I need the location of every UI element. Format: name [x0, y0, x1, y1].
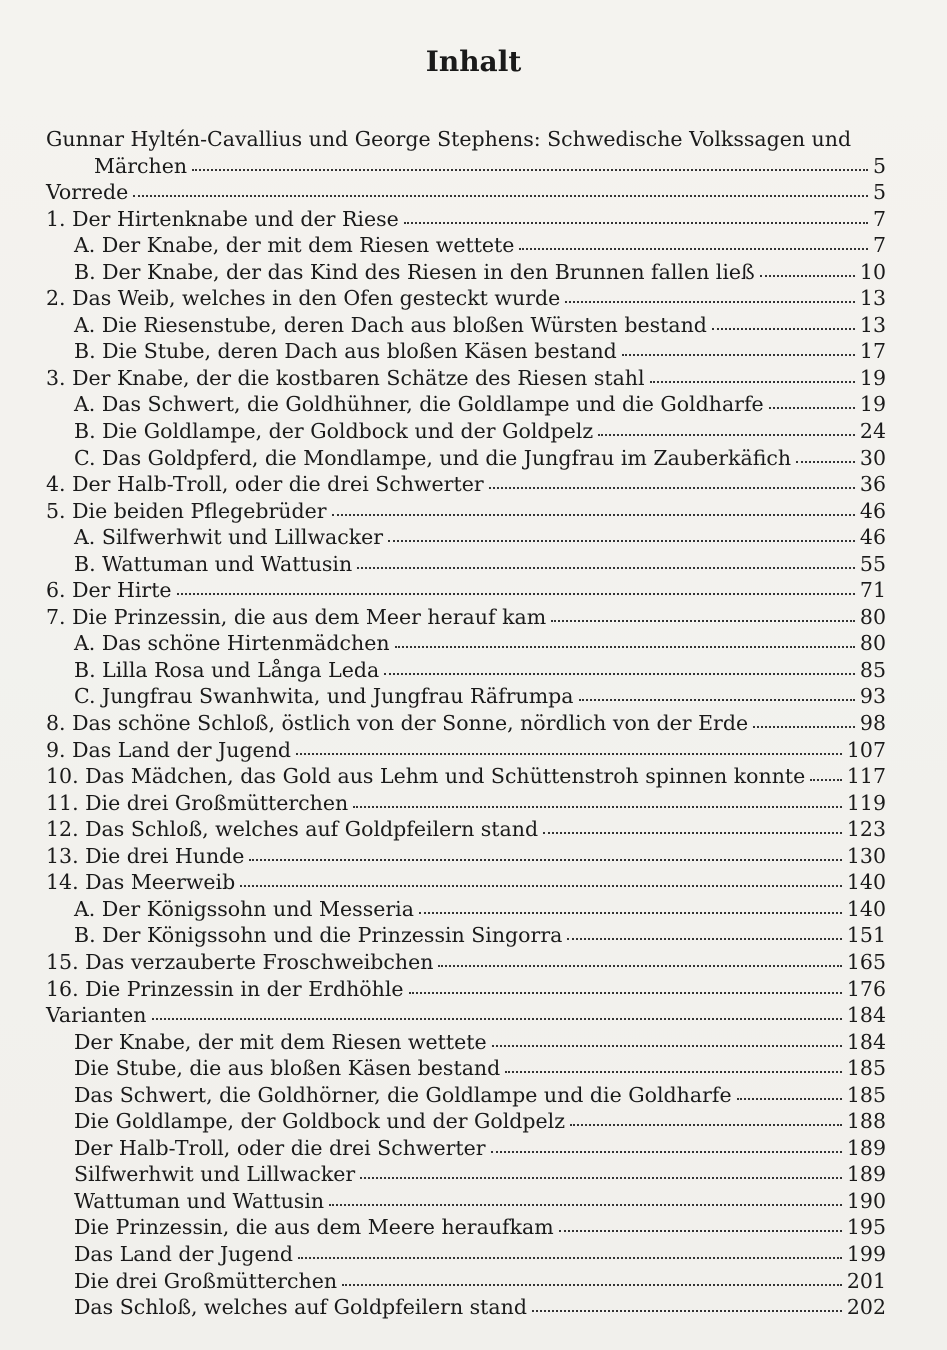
toc-entry-title: Der Halb-Troll, oder die drei Schwerter	[74, 1135, 486, 1160]
dot-leader	[519, 242, 868, 250]
toc-page-number: 130	[846, 843, 886, 868]
toc-page-number: 201	[846, 1268, 886, 1293]
dot-leader	[810, 773, 842, 781]
toc-entry-title: 4. Der Halb-Troll, oder die drei Schwerter	[46, 472, 484, 497]
toc-page-number: 13	[859, 312, 886, 337]
dot-leader	[565, 295, 855, 303]
toc-entry	[46, 418, 886, 445]
toc-page-number: 24	[859, 419, 886, 444]
toc-entry	[46, 1294, 886, 1321]
dot-leader	[438, 959, 841, 967]
dot-leader	[492, 1039, 842, 1047]
dot-leader	[559, 1224, 842, 1232]
toc-page-number: 46	[859, 525, 886, 550]
toc-entry	[46, 1082, 886, 1109]
toc-page-number: 36	[859, 472, 886, 497]
toc-entry	[46, 259, 886, 286]
toc-page-number: 13	[859, 286, 886, 311]
toc-entry-title: Märchen	[94, 153, 188, 178]
dot-leader	[357, 561, 855, 569]
toc-entry-title: Der Knabe, der mit dem Riesen wettete	[74, 1029, 487, 1054]
dot-leader	[240, 879, 842, 887]
dot-leader	[769, 401, 855, 409]
toc-entry-title: Silfwerhwit und Lillwacker	[74, 1162, 356, 1187]
toc-entry	[46, 471, 886, 498]
toc-entry-title: Das Schloß, welches auf Goldpfeilern stand	[74, 1295, 527, 1320]
toc-entry	[46, 737, 886, 764]
dot-leader	[543, 826, 842, 834]
dot-leader	[388, 534, 855, 542]
toc-page-number: 5	[872, 180, 886, 205]
toc-entry-title: C. Das Goldpferd, die Mondlampe, und die Jungfrau im Zauberkäfich	[74, 445, 792, 470]
dot-leader	[796, 455, 855, 463]
toc-entry	[46, 206, 886, 233]
toc-entry-title: 10. Das Mädchen, das Gold aus Lehm und Schüttenstroh spinnen konnte	[46, 764, 806, 789]
toc-entry	[46, 1055, 886, 1082]
table-of-contents	[46, 126, 886, 1321]
toc-page-number: 30	[859, 445, 886, 470]
toc-entry	[46, 232, 886, 259]
toc-entry-title: B. Der Königssohn und die Prinzessin Singorra	[74, 923, 563, 948]
toc-entry	[46, 949, 886, 976]
toc-entry	[46, 1108, 886, 1135]
toc-entry	[46, 976, 886, 1003]
toc-entry-title: Die Prinzessin, die aus dem Meere heraufkam	[74, 1215, 554, 1240]
toc-page-number: 123	[846, 817, 886, 842]
toc-page-number: 189	[846, 1135, 886, 1160]
toc-page-number: 184	[846, 1003, 886, 1028]
dot-leader	[133, 189, 868, 197]
dot-leader	[579, 693, 855, 701]
toc-page-number: 119	[846, 790, 886, 815]
dot-leader	[567, 932, 842, 940]
dot-leader	[298, 1251, 842, 1259]
dot-leader	[650, 375, 855, 383]
dot-leader	[177, 587, 855, 595]
toc-entry-title: B. Lilla Rosa und Långa Leda	[74, 657, 380, 682]
toc-entry	[46, 179, 886, 206]
dot-leader	[404, 216, 868, 224]
toc-page-number: 46	[859, 498, 886, 523]
toc-entry-title: 9. Das Land der Jugend	[46, 737, 292, 762]
toc-entry-title: 1. Der Hirtenknabe und der Riese	[46, 206, 399, 231]
dot-leader	[409, 986, 842, 994]
toc-entry	[46, 524, 886, 551]
toc-entry	[46, 391, 886, 418]
toc-entry	[46, 683, 886, 710]
dot-leader	[712, 322, 855, 330]
toc-entry	[46, 604, 886, 631]
dot-leader	[737, 1092, 842, 1100]
toc-page-number: 93	[859, 684, 886, 709]
dot-leader	[332, 508, 855, 516]
toc-page-number: 7	[872, 206, 886, 231]
toc-entry	[46, 1268, 886, 1295]
toc-entry	[46, 498, 886, 525]
toc-entry	[46, 285, 886, 312]
toc-page-number: 19	[859, 365, 886, 390]
toc-entry	[46, 710, 886, 737]
dot-leader	[329, 1198, 842, 1206]
toc-entry-title: A. Der Knabe, der mit dem Riesen wettete	[74, 233, 515, 258]
toc-entry-title: Die Stube, die aus bloßen Käsen bestand	[74, 1056, 501, 1081]
toc-entry-title: Die Goldlampe, der Goldbock und der Goldpelz	[74, 1109, 566, 1134]
toc-page-number: 7	[872, 233, 886, 258]
toc-entry-title: 16. Die Prinzessin in der Erdhöhle	[46, 976, 404, 1001]
toc-entry	[46, 445, 886, 472]
toc-entry	[46, 630, 886, 657]
toc-entry-title: Varianten	[46, 1003, 147, 1028]
toc-entry-title: C. Jungfrau Swanhwita, und Jungfrau Räfrumpa	[74, 684, 574, 709]
dot-leader	[360, 1171, 842, 1179]
toc-entry	[46, 1214, 886, 1241]
toc-entry	[46, 365, 886, 392]
toc-page-number: 185	[846, 1082, 886, 1107]
toc-head-entry-line2	[46, 153, 886, 180]
dot-leader	[296, 747, 842, 755]
toc-entry-title: Wattuman und Wattusin	[74, 1188, 325, 1213]
toc-page-number: 80	[859, 604, 886, 629]
toc-entry	[46, 790, 886, 817]
toc-entry-title: Vorrede	[46, 180, 129, 205]
dot-leader	[491, 1145, 842, 1153]
toc-page-number: 184	[846, 1029, 886, 1054]
toc-entry-title: A. Der Königssohn und Messeria	[74, 896, 414, 921]
toc-page-number: 5	[872, 153, 886, 178]
toc-entry-title: B. Wattuman und Wattusin	[74, 551, 353, 576]
toc-entry-title: 14. Das Meerweib	[46, 870, 236, 895]
toc-entry	[46, 922, 886, 949]
toc-entry	[46, 1135, 886, 1162]
toc-entry-title: 5. Die beiden Pflegebrüder	[46, 498, 327, 523]
toc-entry	[46, 1029, 886, 1056]
toc-entry-title: B. Der Knabe, der das Kind des Riesen in den Brunnen fallen ließ	[74, 259, 755, 284]
dot-leader	[532, 1304, 842, 1312]
toc-page-number: 98	[859, 711, 886, 736]
toc-page-number: 17	[859, 339, 886, 364]
toc-entry-title: 3. Der Knabe, der die kostbaren Schätze des Riesen stahl	[46, 365, 645, 390]
toc-entry	[46, 1161, 886, 1188]
toc-entry	[46, 1188, 886, 1215]
toc-page-number: 176	[846, 976, 886, 1001]
toc-page-number: 107	[846, 737, 886, 762]
toc-entry-title: A. Das Schwert, die Goldhühner, die Goldlampe und die Goldharfe	[74, 392, 764, 417]
toc-page-number: 10	[859, 259, 886, 284]
toc-entry-title: 11. Die drei Großmütterchen	[46, 790, 349, 815]
toc-entry-title: 8. Das schöne Schloß, östlich von der Sonne, nördlich von der Erde	[46, 711, 749, 736]
toc-entry-title: 15. Das verzauberte Froschweibchen	[46, 949, 434, 974]
toc-head-entry-line1: Gunnar Hyltén-Cavallius und George Stephens: Schwedische Volkssagen und	[46, 127, 852, 151]
toc-page-number: 71	[859, 578, 886, 603]
toc-entry	[46, 816, 886, 843]
toc-entry-title: 13. Die drei Hunde	[46, 843, 245, 868]
toc-page-number: 195	[846, 1215, 886, 1240]
toc-page-number: 85	[859, 657, 886, 682]
dot-leader	[342, 1278, 842, 1286]
toc-page-number: 202	[846, 1295, 886, 1320]
dot-leader	[384, 667, 855, 675]
toc-entry-title: A. Das schöne Hirtenmädchen	[74, 631, 390, 656]
toc-entry	[46, 763, 886, 790]
toc-entry-title: Die drei Großmütterchen	[74, 1268, 338, 1293]
dot-leader	[570, 1118, 842, 1126]
dot-leader	[353, 800, 842, 808]
dot-leader	[622, 348, 855, 356]
toc-page-number: 19	[859, 392, 886, 417]
toc-entry-title: 6. Der Hirte	[46, 578, 172, 603]
toc-entry	[46, 338, 886, 365]
dot-leader	[489, 481, 855, 489]
dot-leader	[551, 614, 855, 622]
toc-entry-title: 12. Das Schloß, welches auf Goldpfeilern stand	[46, 817, 539, 842]
toc-page-number: 55	[859, 551, 886, 576]
dot-leader	[753, 720, 855, 728]
toc-entry-title: 2. Das Weib, welches in den Ofen gesteckt wurde	[46, 286, 561, 311]
dot-leader	[395, 640, 855, 648]
toc-entry	[46, 551, 886, 578]
toc-entry-title: A. Die Riesenstube, deren Dach aus bloßen Würsten bestand	[74, 312, 707, 337]
toc-entry-title: A. Silfwerhwit und Lillwacker	[74, 525, 384, 550]
toc-page-number: 140	[846, 896, 886, 921]
dot-leader	[598, 428, 855, 436]
dot-leader	[419, 906, 842, 914]
toc-entry	[46, 312, 886, 339]
toc-page-number: 117	[846, 764, 886, 789]
toc-entry	[46, 843, 886, 870]
toc-page-number: 185	[846, 1056, 886, 1081]
toc-entry-title: 7. Die Prinzessin, die aus dem Meer herauf kam	[46, 604, 547, 629]
toc-page-number: 190	[846, 1188, 886, 1213]
toc-entry	[46, 869, 886, 896]
dot-leader	[192, 163, 868, 171]
toc-page-number: 151	[846, 923, 886, 948]
toc-page-number: 80	[859, 631, 886, 656]
toc-entry-title: B. Die Stube, deren Dach aus bloßen Käsen bestand	[74, 339, 617, 364]
toc-entry-title: Das Schwert, die Goldhörner, die Goldlampe und die Goldharfe	[74, 1082, 732, 1107]
dot-leader	[760, 269, 855, 277]
toc-entry-title: Das Land der Jugend	[74, 1241, 293, 1266]
dot-leader	[152, 1012, 842, 1020]
toc-page-number: 165	[846, 949, 886, 974]
toc-entry	[46, 577, 886, 604]
dot-leader	[505, 1065, 842, 1073]
toc-entry	[46, 1241, 886, 1268]
page-title: Inhalt	[425, 45, 522, 78]
toc-page-number: 188	[846, 1109, 886, 1134]
toc-entry	[46, 896, 886, 923]
toc-page-number: 140	[846, 870, 886, 895]
toc-page-number: 189	[846, 1162, 886, 1187]
toc-entry	[46, 657, 886, 684]
dot-leader	[249, 853, 841, 861]
toc-entry-title: B. Die Goldlampe, der Goldbock und der Goldpelz	[74, 419, 594, 444]
toc-page-number: 199	[846, 1241, 886, 1266]
toc-entry	[46, 1002, 886, 1029]
